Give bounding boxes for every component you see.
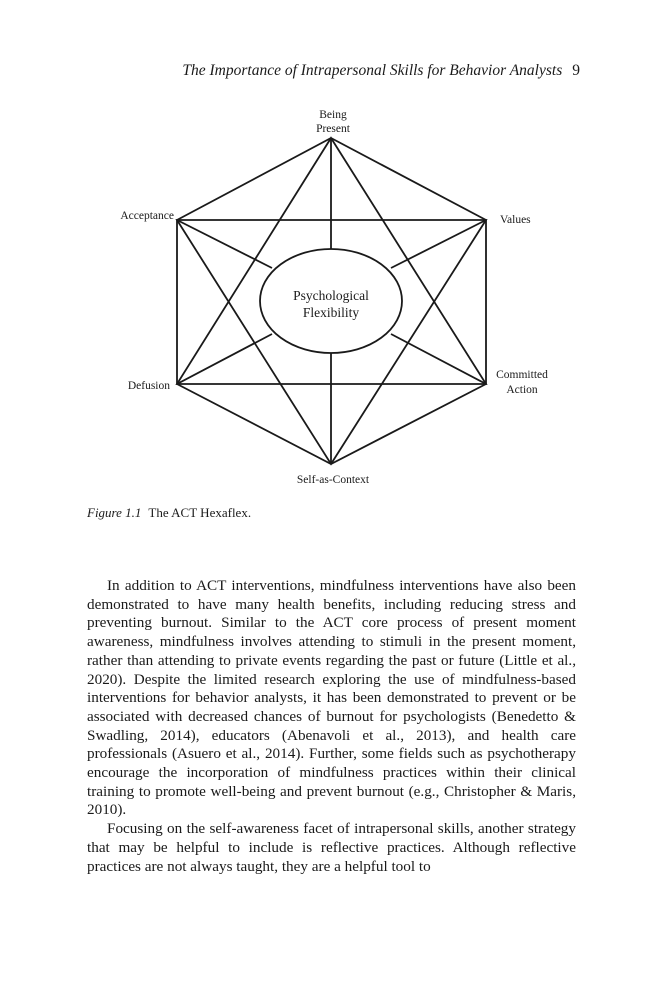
act-hexaflex-diagram (0, 95, 663, 495)
center-label-line2: Flexibility (302, 305, 360, 320)
spoke-committed-action (391, 334, 486, 384)
node-being-present-line1: Being (319, 109, 347, 121)
node-values: Values (500, 214, 531, 226)
figure-caption (87, 505, 251, 521)
running-title: The Importance of Intrapersonal Skills for Behavior Analysts (182, 62, 563, 79)
body-paragraph: In addition to ACT interventions, mindfulness interventions have also been demonstrated to have many health benefits, including reducing stress and preventing burnout. Similar to the ACT core process of present moment awareness, mindfulness involves attending to stimuli in the present moment, rather than attending to private events regarding the past or future (Little et al., 2020). Despite the limited research exploring the use of mindfulness-based interventions for behavior analysts, it has been demonstrated to prevent or be associated with decreased chances of burnout for psychologists (Benedetto & Swadling, 2014), educators (Abenavoli et al., 2013), and health care professionals (Asuero et al., 2014). Further, some fields such as psychotherapy encourage the incorporation of mindfulness practices within their clinical training to promote well-being and prevent burnout (e.g., Christopher & Maris, 2010). (87, 577, 576, 819)
node-defusion: Defusion (127, 380, 170, 392)
node-acceptance: Acceptance (120, 210, 174, 222)
body-paragraph: Focusing on the self-awareness facet of intrapersonal skills, another strategy that may be helpful to include is reflective practices. Although reflective practices are not always taught, they are a helpful tool to (87, 820, 576, 875)
node-committed-action-line1: Committed (496, 369, 548, 381)
node-committed-action-line2: Action (506, 384, 538, 396)
center-label-line1: Psychological (293, 288, 369, 303)
node-being-present-line2: Present (316, 123, 350, 135)
page-number: 9 (572, 62, 580, 79)
spoke-defusion (177, 334, 272, 384)
figure-caption-text: The ACT Hexaflex. (148, 505, 252, 520)
figure-caption-number: Figure 1.1 (87, 505, 142, 520)
node-self-as-context: Self-as-Context (296, 474, 370, 486)
running-head (140, 62, 580, 80)
body-text (87, 577, 576, 876)
